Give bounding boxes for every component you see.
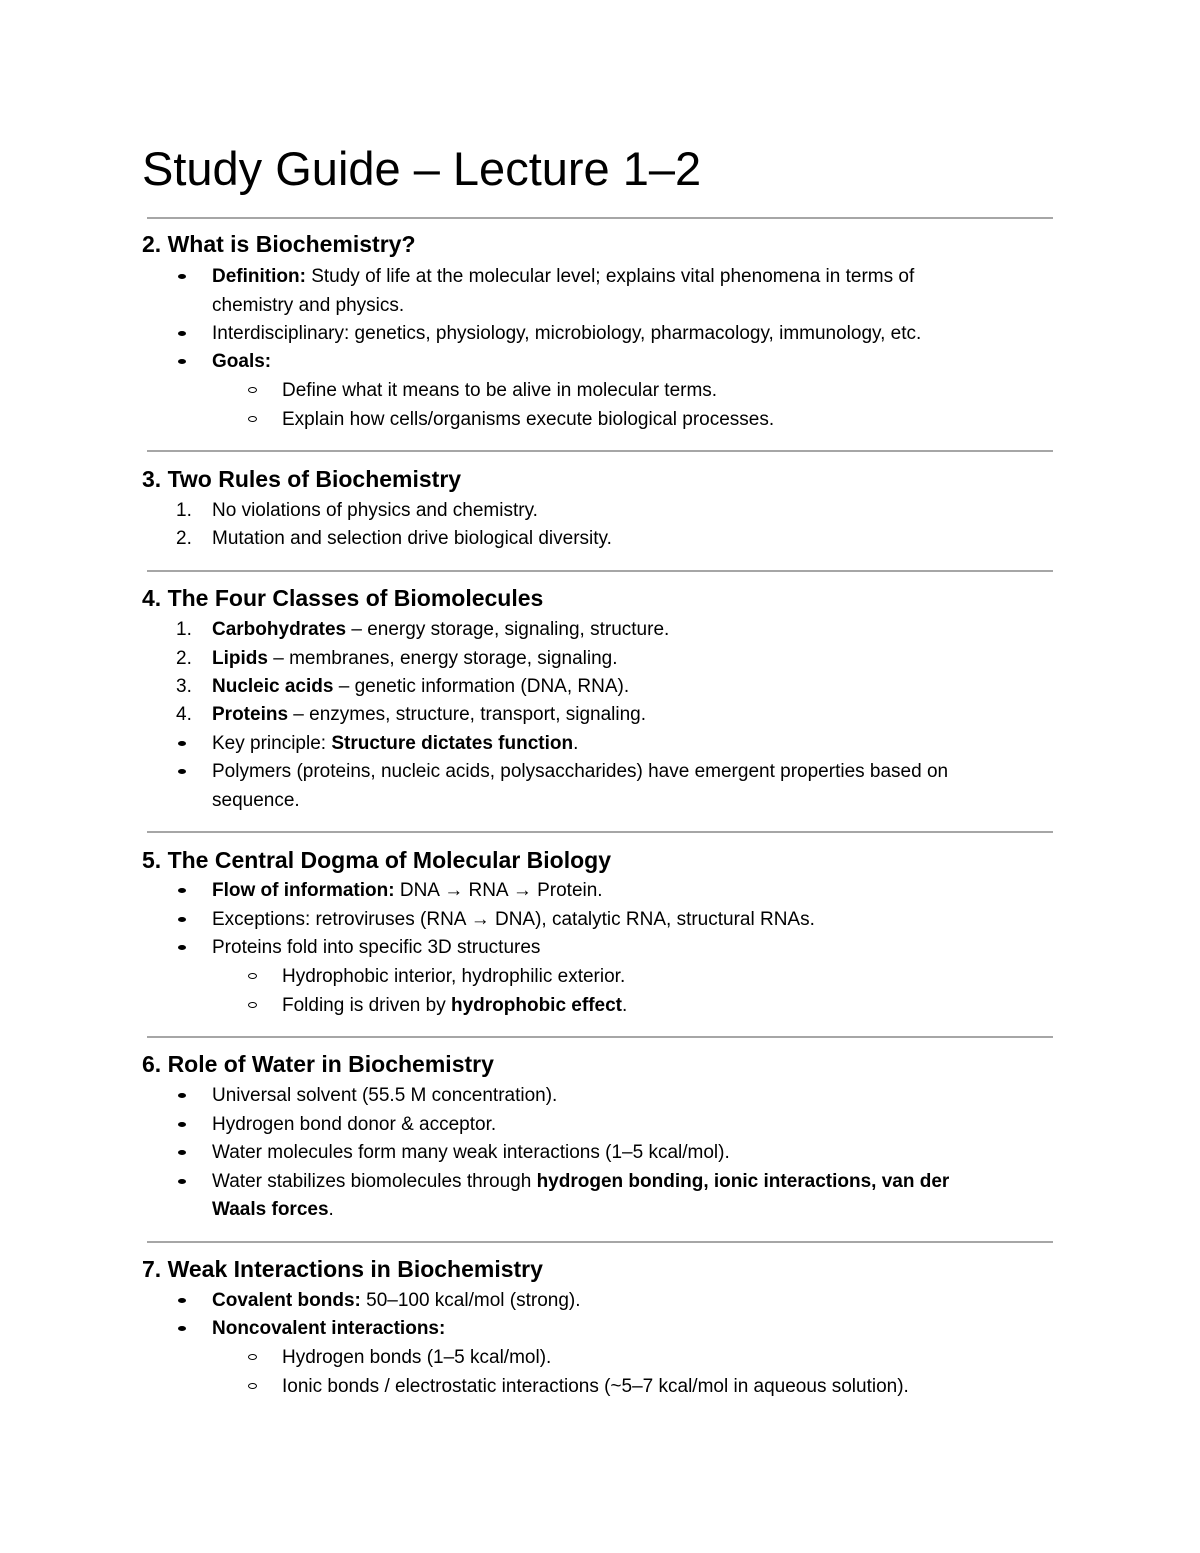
list-item: 3. Nucleic acids – genetic information (DNA, RNA).	[212, 672, 629, 701]
list-item: Hydrogen bonds (1–5 kcal/mol).	[282, 1343, 551, 1372]
bullet-disc-icon	[176, 319, 206, 348]
section-heading: 6. Role of Water in Biochemistry	[142, 1051, 494, 1077]
bullet-disc-icon	[176, 729, 206, 758]
list-item: Noncovalent interactions:	[212, 1314, 445, 1343]
bullet-disc-icon	[176, 757, 206, 786]
list-item: Proteins fold into specific 3D structures	[212, 933, 540, 962]
list-item: Polymers (proteins, nucleic acids, polysaccharides) have emergent properties based on	[212, 757, 948, 786]
list-item-continuation: chemistry and physics.	[212, 295, 405, 316]
list-item: 2. Lipids – membranes, energy storage, signaling.	[212, 644, 618, 673]
section-heading: 3. Two Rules of Biochemistry	[142, 466, 462, 492]
list-item: Flow of information: DNA → RNA → Protein.	[212, 876, 603, 905]
section-divider	[147, 450, 1053, 452]
list-item: Definition: Study of life at the molecular level; explains vital phenomena in terms of	[212, 262, 914, 291]
section-heading: 7. Weak Interactions in Biochemistry	[142, 1256, 543, 1282]
page-title: Study Guide – Lecture 1–2	[142, 142, 702, 195]
list-item: Explain how cells/organisms execute biological processes.	[282, 405, 774, 434]
bullet-disc-icon	[176, 1110, 206, 1139]
list-number: 3.	[176, 676, 192, 697]
bullet-circle-icon	[246, 1372, 276, 1401]
bullet-disc-icon	[176, 262, 206, 291]
bullet-disc-icon	[176, 1286, 206, 1315]
bullet-disc-icon	[176, 1081, 206, 1110]
list-number: 1.	[176, 500, 192, 521]
list-item: Interdisciplinary: genetics, physiology, microbiology, pharmacology, immunology, etc.	[212, 319, 921, 348]
section-heading: 4. The Four Classes of Biomolecules	[142, 585, 544, 611]
list-item: Ionic bonds / electrostatic interactions (~5–7 kcal/mol in aqueous solution).	[282, 1372, 909, 1401]
list-item: Exceptions: retroviruses (RNA → DNA), catalytic RNA, structural RNAs.	[212, 905, 815, 934]
list-item-continuation: sequence.	[212, 790, 300, 811]
list-item: Universal solvent (55.5 M concentration).	[212, 1081, 557, 1110]
bullet-disc-icon	[176, 1314, 206, 1343]
list-item: Define what it means to be alive in molecular terms.	[282, 376, 717, 405]
list-number: 2.	[176, 648, 192, 669]
bullet-disc-icon	[176, 905, 206, 934]
list-item: 1. No violations of physics and chemistry.	[212, 496, 538, 525]
section-divider	[147, 831, 1053, 833]
bullet-circle-icon	[246, 991, 276, 1020]
section-divider	[147, 1241, 1053, 1243]
bullet-disc-icon	[176, 1167, 206, 1196]
bullet-disc-icon	[176, 933, 206, 962]
bullet-disc-icon	[176, 1138, 206, 1167]
list-number: 4.	[176, 704, 192, 725]
list-item: 4. Proteins – enzymes, structure, transport, signaling.	[212, 700, 646, 729]
section-divider	[147, 217, 1053, 219]
bullet-circle-icon	[246, 962, 276, 991]
section-divider	[147, 570, 1053, 572]
list-item: Goals:	[212, 347, 271, 376]
section-divider	[147, 1036, 1053, 1038]
list-item: Hydrophobic interior, hydrophilic exterior.	[282, 962, 625, 991]
list-item: 2. Mutation and selection drive biological diversity.	[212, 524, 612, 553]
list-item: Covalent bonds: 50–100 kcal/mol (strong).	[212, 1286, 581, 1315]
bullet-circle-icon	[246, 376, 276, 405]
section-heading: 2. What is Biochemistry?	[142, 231, 416, 257]
list-item: Folding is driven by hydrophobic effect.	[282, 991, 627, 1020]
list-item: Key principle: Structure dictates function.	[212, 729, 578, 758]
bullet-disc-icon	[176, 876, 206, 905]
bullet-circle-icon	[246, 1343, 276, 1372]
list-item: Water stabilizes biomolecules through hydrogen bonding, ionic interactions, van der	[212, 1167, 949, 1196]
list-item: Hydrogen bond donor & acceptor.	[212, 1110, 496, 1139]
list-item: Water molecules form many weak interactions (1–5 kcal/mol).	[212, 1138, 730, 1167]
list-number: 1.	[176, 619, 192, 640]
bullet-circle-icon	[246, 405, 276, 434]
bullet-disc-icon	[176, 347, 206, 376]
list-number: 2.	[176, 528, 192, 549]
section-heading: 5. The Central Dogma of Molecular Biology	[142, 847, 612, 873]
list-item: 1. Carbohydrates – energy storage, signaling, structure.	[212, 615, 669, 644]
list-item-continuation: Waals forces.	[212, 1199, 334, 1220]
